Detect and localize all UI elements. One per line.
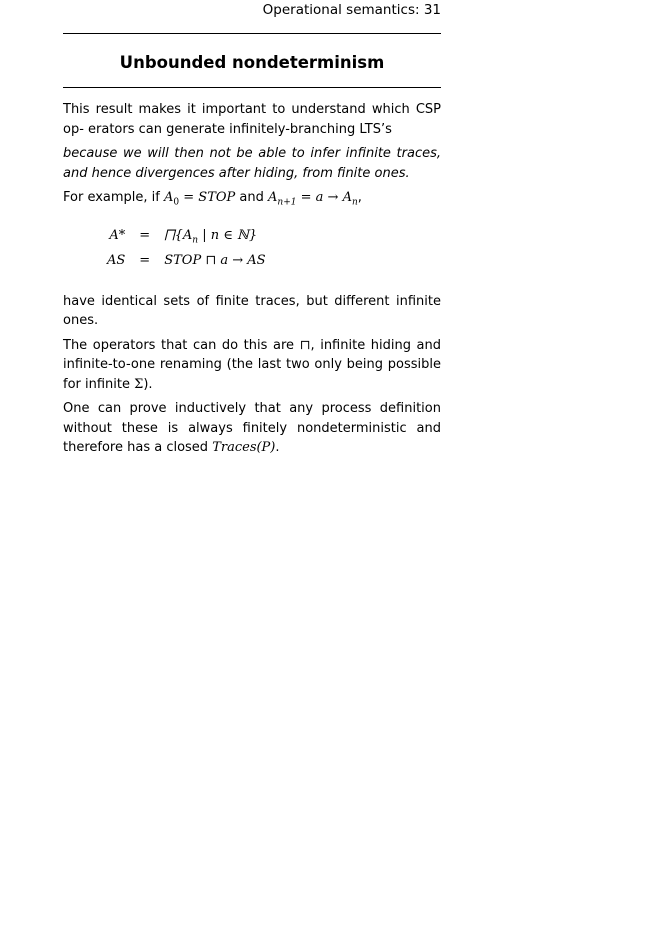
- equation-rhs: [164, 224, 265, 249]
- equation-lhs: AS: [107, 253, 126, 269]
- p3-prefix: For example, if: [63, 190, 160, 205]
- equation-rhs: [164, 249, 265, 274]
- equation-rhs-main: STOP ⊓ a → AS: [164, 253, 266, 269]
- p3-cond1-lhs: A: [164, 190, 174, 205]
- p6-math: Traces(P): [212, 440, 276, 455]
- p3-end: ,: [357, 190, 362, 205]
- equation-rhs-rest: | n ∈ ℕ}: [198, 228, 258, 244]
- equation-row: [107, 249, 266, 274]
- p3-cond2-sub: n+1: [277, 197, 297, 208]
- p3-cond2-rest: = a → A: [300, 190, 352, 205]
- top-rule: [63, 33, 441, 34]
- paragraph-5: [63, 336, 441, 395]
- paragraph-6: [63, 399, 441, 458]
- slide-body: [63, 100, 441, 463]
- p3-cond2-sub2: n: [351, 197, 358, 208]
- p3-and: and: [239, 190, 264, 205]
- p6-text-a: One can prove inductively that any process definition without these is always finitely nondeterministic and therefore has a closed: [63, 401, 441, 455]
- p5-text-c: ).: [143, 376, 153, 392]
- p3-cond1-rhs: = STOP: [183, 190, 236, 205]
- equation-lhs: A*: [109, 228, 126, 244]
- equation-equals: =: [139, 228, 151, 244]
- p6-end: .: [275, 440, 280, 455]
- paragraph-2: because we will then not be able to infer infinite traces, and hence divergences after hiding, from finite ones.: [63, 146, 441, 181]
- paragraph-3: [63, 188, 441, 208]
- p3-cond1-sub: 0: [173, 197, 180, 208]
- title-rule: [63, 87, 441, 88]
- slide-title: Unbounded nondeterminism: [119, 53, 385, 72]
- equation-block: [107, 224, 266, 274]
- p5-text-b: , infinite hiding and infinite-to-one renaming (the last two only being possible for infinite: [63, 337, 442, 392]
- p3-cond2: A: [268, 190, 278, 205]
- equation-row: [107, 224, 266, 249]
- nondeterministic-choice-symbol: ⊓: [299, 337, 311, 353]
- paragraph-4: have identical sets of finite traces, but different infinite ones.: [63, 293, 441, 328]
- equation-rhs-sub: n: [192, 235, 199, 246]
- p5-sigma: Σ: [134, 376, 144, 392]
- equation-rhs-main: ⨅{A: [164, 228, 193, 244]
- p5-text-a: The operators that can do this are: [63, 337, 295, 353]
- running-header: Operational semantics: 31: [262, 2, 441, 18]
- equation-equals: =: [139, 253, 151, 269]
- paragraph-1: This result makes it important to understand which CSP op- erators can generate infinitely-branching LTS’s: [63, 102, 441, 137]
